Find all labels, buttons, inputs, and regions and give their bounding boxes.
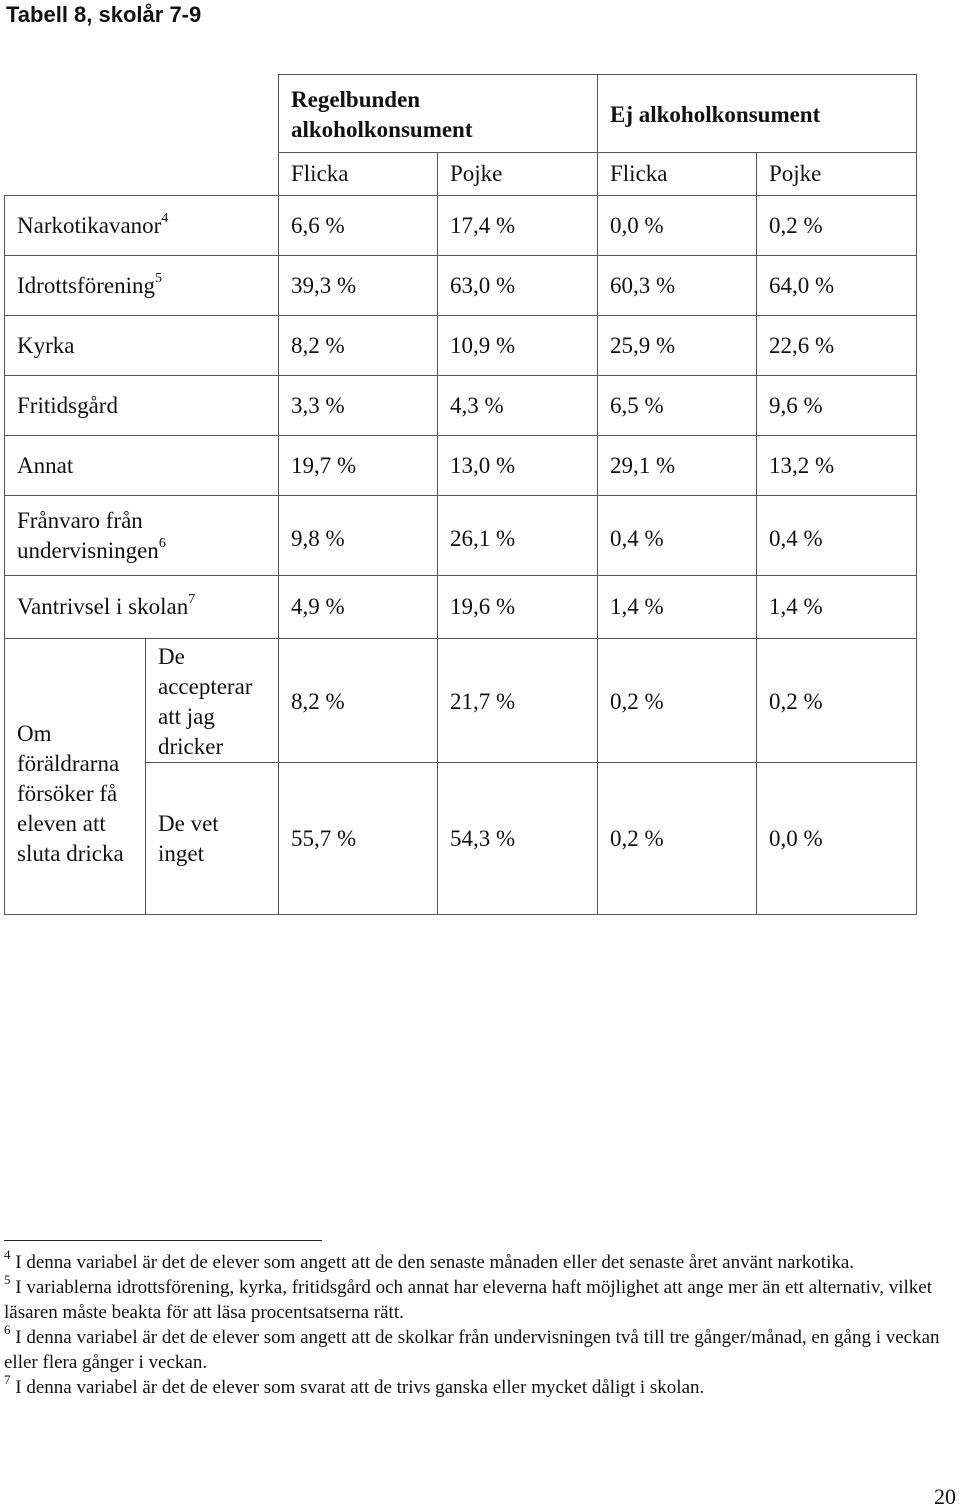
subheader-pojke-1: Pojke	[438, 153, 598, 196]
cell: 4,9 %	[279, 576, 438, 639]
footnote: $^6$ I denna variabel är det de elever som angett att de skolkar från undervisningen två till tre gånger/månad, en gång i veckan eller flera gånger i veckan.	[4, 1321, 940, 1373]
cell: 9,6 %	[757, 376, 917, 436]
cell: 0,2 %	[598, 763, 757, 915]
sub-label: De accepterar att jag dricker	[146, 639, 279, 763]
row-label: Frånvaro från undervisningen$^6$	[5, 496, 279, 576]
page-number: 20	[934, 1484, 956, 1509]
cell: 6,6 %	[279, 196, 438, 256]
sub-label: De vet inget	[146, 763, 279, 915]
table-row	[5, 496, 917, 576]
cell: 6,5 %	[598, 376, 757, 436]
cell: 0,0 %	[757, 763, 917, 915]
footnote-divider	[4, 1240, 322, 1241]
cell: 19,7 %	[279, 436, 438, 496]
cell: 0,2 %	[757, 196, 917, 256]
cell: 25,9 %	[598, 316, 757, 376]
cell: 63,0 %	[438, 256, 598, 316]
table-row	[5, 576, 917, 639]
parents-label: Om föräldrarna försöker få eleven att sluta dricka	[5, 639, 146, 915]
cell: 39,3 %	[279, 256, 438, 316]
cell: 54,3 %	[438, 763, 598, 915]
subheader-flicka-2: Flicka	[598, 153, 757, 196]
cell: 1,4 %	[757, 576, 917, 639]
cell: 22,6 %	[757, 316, 917, 376]
row-label: Idrottsförening$^5$	[5, 256, 279, 316]
row-label: Narkotikavanor$^4$	[5, 196, 279, 256]
cell: 60,3 %	[598, 256, 757, 316]
cell: 0,4 %	[598, 496, 757, 576]
table-row	[5, 196, 917, 256]
cell: 55,7 %	[279, 763, 438, 915]
cell: 19,6 %	[438, 576, 598, 639]
cell: 29,1 %	[598, 436, 757, 496]
cell: 10,9 %	[438, 316, 598, 376]
cell: 4,3 %	[438, 376, 598, 436]
footnote: $^7$ I denna variabel är det de elever som svarat att de trivs ganska eller mycket dåligt i skolan.	[4, 1371, 705, 1398]
table-row	[5, 436, 917, 496]
row-label: Vantrivsel i skolan$^7$	[5, 576, 279, 639]
group-header-none: Ej alkoholkonsument	[598, 75, 917, 153]
cell: 13,2 %	[757, 436, 917, 496]
table-row	[5, 256, 917, 316]
table-row	[5, 639, 917, 763]
cell: 26,1 %	[438, 496, 598, 576]
cell: 0,4 %	[757, 496, 917, 576]
footnote: $^5$ I variablerna idrottsförening, kyrka, fritidsgård och annat har eleverna haft möjlighet att ange mer än ett alternativ, vilket läsaren måste beakta för att läsa procentsatserna rätt.	[4, 1271, 932, 1323]
row-label: Annat	[5, 436, 279, 496]
cell: 0,0 %	[598, 196, 757, 256]
footnotes	[4, 1246, 954, 1400]
cell: 21,7 %	[438, 639, 598, 763]
footnote: $^4$ I denna variabel är det de elever som angett att de den senaste månaden eller det senaste året använt narkotika.	[4, 1246, 855, 1273]
cell: 0,2 %	[757, 639, 917, 763]
row-label: Kyrka	[5, 316, 279, 376]
cell: 9,8 %	[279, 496, 438, 576]
table-row	[5, 316, 917, 376]
cell: 0,2 %	[598, 639, 757, 763]
cell: 8,2 %	[279, 639, 438, 763]
data-table	[4, 74, 917, 915]
subheader-empty	[5, 153, 279, 196]
subheader-flicka-1: Flicka	[279, 153, 438, 196]
cell: 1,4 %	[598, 576, 757, 639]
subheader-pojke-2: Pojke	[757, 153, 917, 196]
table-title: Tabell 8, skolår 7-9	[6, 2, 202, 27]
row-label: Fritidsgård	[5, 376, 279, 436]
group-header-regular: Regelbunden alkoholkonsument	[279, 75, 598, 153]
cell: 8,2 %	[279, 316, 438, 376]
cell: 13,0 %	[438, 436, 598, 496]
header-empty	[5, 75, 279, 153]
cell: 17,4 %	[438, 196, 598, 256]
cell: 64,0 %	[757, 256, 917, 316]
cell: 3,3 %	[279, 376, 438, 436]
table-row	[5, 376, 917, 436]
